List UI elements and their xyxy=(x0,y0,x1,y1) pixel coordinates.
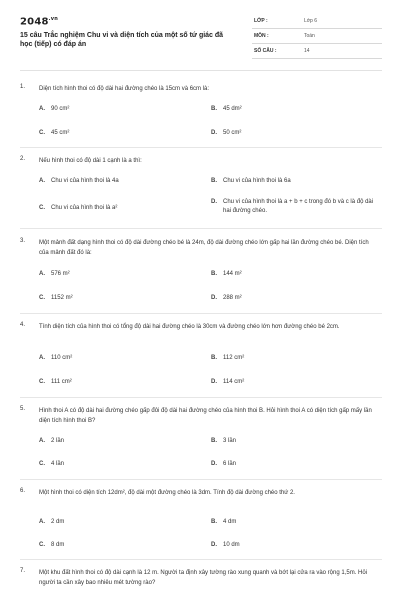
question-text: Một khu đất hình thoi có độ dài cạnh là 12 m. Người ta định xây tường rào xung quanh và bớt lại cửa ra vào rộng 1,5m. Hỏi người ta cần xây bao nhiêu mét tường rào? xyxy=(39,570,368,586)
question-7 xyxy=(20,568,382,598)
meta-value: Toán xyxy=(304,33,315,39)
question-2 xyxy=(20,156,382,228)
option-text: 2 lần xyxy=(51,438,65,444)
option-text: Chu vi của hình thoi là 6a xyxy=(223,178,291,184)
question-4 xyxy=(20,322,382,398)
option-letter: C. xyxy=(39,205,45,211)
meta-table xyxy=(252,14,382,59)
option-letter: A. xyxy=(39,355,45,361)
header-divider xyxy=(20,70,382,71)
question-text: Diện tích hình thoi có độ dài hai đường chéo là 15cm và 6cm là: xyxy=(39,86,210,92)
option-text: 8 dm xyxy=(51,542,65,548)
option-letter: D. xyxy=(211,461,217,467)
option-letter: B. xyxy=(211,438,217,444)
question-number: 3. xyxy=(20,238,26,244)
question-3 xyxy=(20,238,382,314)
option-letter: C. xyxy=(39,295,45,301)
option-text: 2 dm xyxy=(51,519,65,525)
question-6 xyxy=(20,488,382,560)
question-divider xyxy=(20,479,382,480)
question-number: 6. xyxy=(20,488,26,494)
option-letter: D. xyxy=(211,199,217,205)
question-number: 7. xyxy=(20,568,26,574)
option-letter: A. xyxy=(39,178,45,184)
option-text: 4 dm xyxy=(223,519,237,525)
document-title: 15 câu Trắc nghiệm Chu vi và diện tích của một số tứ giác đã học (tiếp) có đáp án xyxy=(20,32,224,48)
question-text: Tính diện tích của hình thoi có tổng độ dài hai đường chéo là 30cm và đường chéo lớn hơn đường chéo bé 2cm. xyxy=(39,324,340,330)
option-text: 288 m² xyxy=(223,295,242,301)
option-text: 111 cm² xyxy=(51,379,72,385)
option-text: 4 lần xyxy=(51,461,65,467)
option-text: 10 dm xyxy=(223,542,240,548)
option-letter: B. xyxy=(211,106,217,112)
question-divider xyxy=(20,313,382,314)
meta-row-class xyxy=(252,14,382,29)
option-text: 110 cm² xyxy=(51,355,73,361)
option-letter: A. xyxy=(39,106,45,112)
option-letter: C. xyxy=(39,461,45,467)
question-5 xyxy=(20,406,382,480)
option-text: 50 cm² xyxy=(223,130,242,136)
question-divider xyxy=(20,147,382,148)
question-number: 4. xyxy=(20,322,26,328)
option-text: 114 cm² xyxy=(223,379,245,385)
question-text: Một mảnh đất dạng hình thoi có độ dài đường chéo bé là 24m, độ dài đường chéo lớn gấp hai lần đường chéo bé. Diện tích của mảnh đất đó là: xyxy=(39,240,369,256)
option-letter: D. xyxy=(211,542,217,548)
question-number: 2. xyxy=(20,156,26,162)
question-text: Nếu hình thoi có độ dài 1 cạnh là a thì: xyxy=(39,158,142,164)
option-letter: B. xyxy=(211,355,217,361)
option-text: 45 dm² xyxy=(223,106,242,112)
option-letter: B. xyxy=(211,178,217,184)
option-letter: A. xyxy=(39,271,45,277)
option-text: 144 m² xyxy=(223,271,242,277)
option-text: 1152 m² xyxy=(51,295,73,301)
meta-key: LỚP : xyxy=(254,18,268,24)
option-text: 6 lần xyxy=(223,461,237,467)
site-logo[interactable] xyxy=(20,16,58,27)
meta-value: Lớp 6 xyxy=(304,18,318,24)
option-letter: D. xyxy=(211,379,217,385)
option-text: 90 cm² xyxy=(51,106,70,112)
question-text: Hình thoi A có độ dài hai đường chéo gấp đôi độ dài hai đường chéo của hình thoi B. Hỏi hình thoi A có diện tích gấp mấy lần diện tích hình thoi B? xyxy=(39,408,372,424)
option-letter: B. xyxy=(211,271,217,277)
question-divider xyxy=(20,397,382,398)
document-header xyxy=(20,14,382,62)
option-letter: D. xyxy=(211,130,217,136)
meta-value: 14 xyxy=(304,48,310,54)
question-divider xyxy=(20,559,382,560)
meta-key: MÔN : xyxy=(254,33,269,39)
option-letter: D. xyxy=(211,295,217,301)
logo-suffix: .vn xyxy=(48,16,58,22)
meta-row-subject xyxy=(252,29,382,44)
option-text: 45 cm² xyxy=(51,130,70,136)
option-text: Chu vi của hình thoi là a² xyxy=(51,205,118,211)
meta-key: SỐ CÂU : xyxy=(254,48,277,54)
question-divider xyxy=(20,228,382,229)
option-letter: C. xyxy=(39,379,45,385)
option-text: 576 m² xyxy=(51,271,70,277)
meta-row-count xyxy=(252,44,382,59)
question-text: Một hình thoi có diện tích 12dm², độ dài một đường chéo là 3dm. Tính độ dài đường chéo thứ 2. xyxy=(39,490,295,496)
question-number: 1. xyxy=(20,84,26,90)
option-letter: B. xyxy=(211,519,217,525)
option-text: 112 cm² xyxy=(223,355,245,361)
option-letter: C. xyxy=(39,542,45,548)
option-text: Chu vi của hình thoi là 4a xyxy=(51,178,119,184)
option-text: 3 lần xyxy=(223,438,237,444)
option-letter: A. xyxy=(39,519,45,525)
question-number: 5. xyxy=(20,406,26,412)
logo-text: 2048 xyxy=(20,16,49,28)
option-letter: C. xyxy=(39,130,45,136)
option-text: Chu vi của hình thoi là a + b + c trong đó b và c là độ dài hai đường chéo. xyxy=(223,199,374,214)
question-1 xyxy=(20,84,382,148)
option-letter: A. xyxy=(39,438,45,444)
